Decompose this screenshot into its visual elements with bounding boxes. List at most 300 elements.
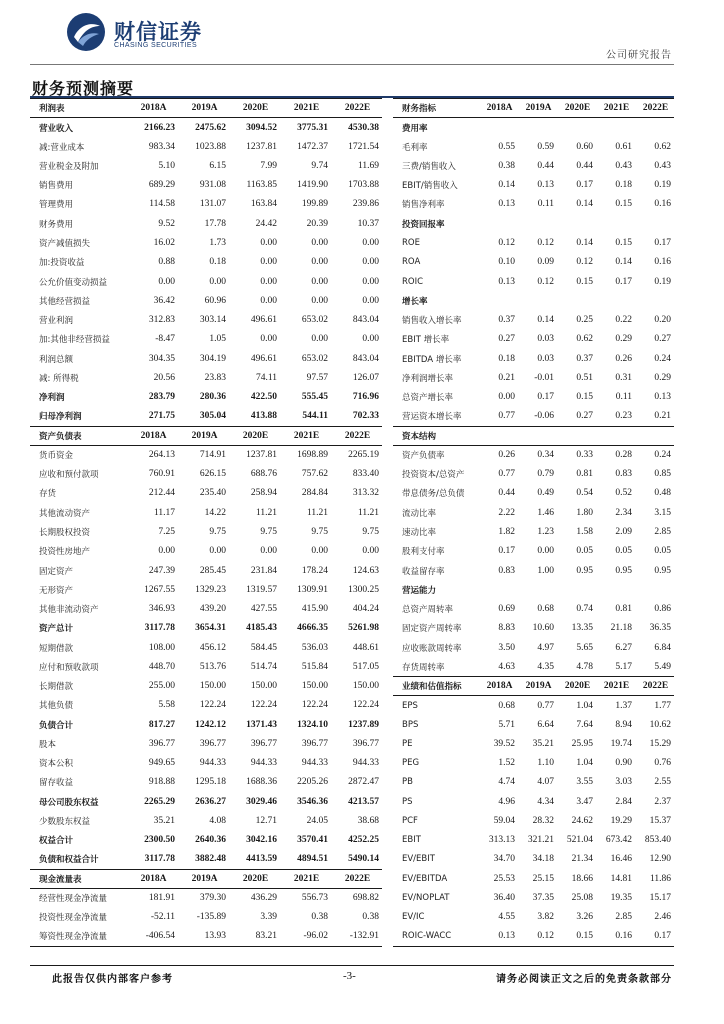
cell-value: 0.05 [576, 546, 593, 557]
table-row [30, 657, 382, 676]
cell-value: 39.52 [493, 738, 515, 749]
cell-value: 24.42 [255, 218, 277, 229]
cell-value: 0.18 [498, 353, 515, 364]
cell-value: 0.13 [537, 180, 554, 191]
cell-value: 0.17 [654, 237, 671, 248]
cell-value: 0.10 [498, 257, 515, 268]
cell-value: 35.21 [532, 738, 554, 749]
cell-value: 0.14 [615, 257, 632, 268]
cell-value: 59.04 [493, 815, 515, 826]
cell-value: 2636.27 [195, 796, 226, 807]
section-header-row [30, 869, 382, 888]
cell-value: 212.44 [148, 488, 175, 499]
cell-value: 1163.85 [246, 180, 277, 191]
cell-value: 4.78 [576, 661, 593, 672]
cell-value: 0.62 [654, 141, 671, 152]
cell-value: 9.75 [311, 526, 328, 537]
cell-value: 0.83 [615, 469, 632, 480]
cell-value: 122.24 [352, 700, 379, 711]
row-label: 长期股权投资 [39, 527, 91, 538]
cell-value: 13.93 [178, 927, 229, 946]
cell-value: 0.27 [654, 334, 671, 345]
cell-value: 0.13 [479, 927, 518, 946]
cell-value: 258.94 [250, 488, 277, 499]
cell-value: 0.95 [576, 565, 593, 576]
cell-value: 817.27 [148, 719, 175, 730]
cell-value: 0.11 [615, 392, 632, 403]
cell-value: 35.21 [153, 815, 175, 826]
cell-value: 247.39 [148, 565, 175, 576]
cell-value: 312.83 [148, 315, 175, 326]
cell-value: 5.58 [158, 700, 175, 711]
cell-value: 843.04 [352, 353, 379, 364]
cell-value [557, 291, 596, 310]
cell-value: 0.43 [615, 160, 632, 171]
cell-value: -135.89 [196, 912, 226, 923]
cell-value: 36.40 [493, 893, 515, 904]
cell-value: 1237.81 [246, 141, 277, 152]
table-row [393, 888, 674, 907]
row-label: 长期借款 [39, 682, 74, 693]
row-label: 资产负债率 [402, 451, 445, 462]
cell-value: 0.29 [654, 372, 671, 383]
cell-value: 0.00 [311, 295, 328, 306]
cell-value: 231.84 [250, 565, 277, 576]
cell-value: 0.16 [654, 199, 671, 210]
year-column-header: 2018A [127, 99, 178, 118]
year-column-header: 2018A [479, 99, 518, 118]
table-row [393, 522, 674, 541]
cell-value: 11.86 [649, 873, 671, 884]
row-label: 总资产增长率 [402, 393, 454, 404]
cell-value: 515.84 [301, 661, 328, 672]
cell-value: 0.95 [654, 565, 671, 576]
cell-value: 7.64 [576, 719, 593, 730]
financial-ratios-table [393, 98, 674, 947]
cell-value: 2.09 [615, 526, 632, 537]
table-row [393, 927, 674, 946]
cell-value: 2205.26 [297, 777, 328, 788]
cell-value: 0.68 [498, 700, 515, 711]
cell-value: 0.17 [537, 392, 554, 403]
row-label: 管理费用 [39, 200, 74, 211]
cell-value: 313.13 [488, 835, 515, 846]
cell-value: 1.46 [537, 507, 554, 518]
cell-value [518, 426, 557, 445]
row-label: PS [402, 796, 413, 807]
cell-value: -132.91 [331, 927, 382, 946]
table-row [393, 638, 674, 657]
cell-value: 3570.41 [297, 835, 328, 846]
footer-disclaimer-right: 请务必阅读正文之后的免责条款部分 [496, 974, 672, 985]
cell-value: 2.46 [654, 912, 671, 923]
cell-value: 0.14 [537, 315, 554, 326]
cell-value: 321.21 [527, 835, 554, 846]
cell-value [479, 214, 518, 233]
cell-value: 9.52 [158, 218, 175, 229]
cell-value: 496.61 [250, 353, 277, 364]
section-header-row [393, 676, 674, 695]
cell-value: 304.35 [148, 353, 175, 364]
cell-value: 0.81 [615, 604, 632, 615]
row-label: 销售费用 [39, 181, 74, 192]
cell-value: 555.45 [301, 392, 328, 403]
cell-value: 427.55 [250, 604, 277, 615]
cell-value: 0.27 [498, 334, 515, 345]
cell-value: 0.20 [654, 315, 671, 326]
cell-value: 0.34 [537, 450, 554, 461]
footer-disclaimer-left: 此报告仅供内部客户参考 [52, 974, 173, 985]
cell-value: 11.21 [255, 507, 277, 518]
table-row [393, 715, 674, 734]
table-row [30, 349, 382, 368]
row-label: 减:营业成本 [39, 142, 85, 153]
table-row [393, 696, 674, 715]
cell-value: -52.11 [150, 912, 175, 923]
cell-value: 1237.81 [246, 450, 277, 461]
cell-value: 0.15 [615, 237, 632, 248]
cell-value: 931.08 [199, 180, 226, 191]
cell-value: 150.00 [352, 681, 379, 692]
cell-value: 3.47 [576, 796, 593, 807]
year-column-header: 2019A [518, 676, 557, 695]
table-row [30, 850, 382, 869]
cell-value: 0.00 [311, 237, 328, 248]
table-row [393, 773, 674, 792]
cell-value: 0.13 [498, 276, 515, 287]
cell-value: 24.05 [306, 815, 328, 826]
row-label: 母公司股东权益 [39, 797, 99, 808]
cell-value: 3654.31 [195, 623, 226, 634]
cell-value [635, 291, 674, 310]
cell-value: 0.37 [498, 315, 515, 326]
table-row [30, 888, 382, 907]
cell-value: 1300.25 [348, 584, 379, 595]
cell-value: 271.75 [148, 411, 175, 422]
chasing-logo-icon [66, 12, 106, 52]
cell-value: 0.15 [576, 392, 593, 403]
cell-value: 0.59 [537, 141, 554, 152]
cell-value: 3.03 [615, 777, 632, 788]
cell-value: 0.44 [498, 488, 515, 499]
cell-value: 0.77 [498, 469, 515, 480]
table-row [393, 811, 674, 830]
cell-value: 2.55 [654, 777, 671, 788]
table-row [30, 368, 382, 387]
cell-value: 122.24 [250, 700, 277, 711]
cell-value: 0.16 [654, 257, 671, 268]
cell-value: 14.22 [204, 507, 226, 518]
cell-value: 1.05 [209, 334, 226, 345]
cell-value: 4.08 [209, 815, 226, 826]
cell-value: 716.96 [352, 392, 379, 403]
cell-value: 0.95 [615, 565, 632, 576]
cell-value: 0.76 [654, 758, 671, 769]
cell-value [518, 214, 557, 233]
cell-value: 0.13 [498, 199, 515, 210]
cell-value: 1698.89 [297, 450, 328, 461]
cell-value: 1472.37 [297, 141, 328, 152]
cell-value: 4894.51 [297, 854, 328, 865]
cell-value: 7.99 [260, 160, 277, 171]
cell-value: 1.37 [615, 700, 632, 711]
year-column-header: 2021E [280, 426, 331, 445]
cell-value: 0.03 [537, 353, 554, 364]
cell-value: 4.96 [498, 796, 515, 807]
cell-value: 2.37 [654, 796, 671, 807]
cell-value: 396.77 [199, 738, 226, 749]
cell-value: 23.83 [204, 372, 226, 383]
cell-value: 1.82 [498, 526, 515, 537]
table-row [30, 445, 382, 464]
cell-value: 0.17 [576, 180, 593, 191]
subsection-row [393, 426, 674, 445]
cell-value: 3882.48 [195, 854, 226, 865]
cell-value: 14.81 [610, 873, 632, 884]
cell-value: 4.97 [537, 642, 554, 653]
table-row [30, 330, 382, 349]
cell-value: 0.14 [576, 199, 593, 210]
table-row [30, 811, 382, 830]
cell-value: 114.58 [149, 199, 175, 210]
row-label: EPS [402, 700, 418, 711]
cell-value: 0.00 [362, 237, 379, 248]
year-column-header: 2021E [280, 99, 331, 118]
cell-value: 4.35 [537, 661, 554, 672]
table-row [30, 233, 382, 252]
cell-value: 10.60 [532, 623, 554, 634]
row-label: ROA [402, 257, 421, 268]
cell-value: 944.33 [301, 758, 328, 769]
page-number: -3- [343, 970, 356, 982]
cell-value: 37.35 [532, 893, 554, 904]
subsection-label: 投资回报率 [402, 219, 445, 230]
year-column-header: 2019A [178, 99, 229, 118]
table-row [393, 195, 674, 214]
row-label: 其他流动资产 [39, 508, 91, 519]
cell-value: -406.54 [127, 927, 178, 946]
cell-value: 2.84 [615, 796, 632, 807]
cell-value: 2640.36 [195, 835, 226, 846]
cell-value: 10.62 [649, 719, 671, 730]
cell-value: 6.84 [654, 642, 671, 653]
cell-value: 235.40 [199, 488, 226, 499]
cell-value: 0.69 [498, 604, 515, 615]
cell-value: 0.48 [654, 488, 671, 499]
cell-value: 1.23 [537, 526, 554, 537]
cell-value: 11.21 [306, 507, 328, 518]
cell-value: 698.82 [352, 893, 379, 904]
table-row [30, 214, 382, 233]
cell-value: 0.00 [260, 546, 277, 557]
table-row [393, 387, 674, 406]
cell-value: 757.62 [301, 469, 328, 480]
cell-value: 2.85 [615, 912, 632, 923]
row-label: 股本 [39, 739, 57, 750]
cell-value [635, 214, 674, 233]
cell-value: 0.15 [557, 927, 596, 946]
row-label: 毛利率 [402, 142, 428, 153]
cell-value: 1.10 [537, 758, 554, 769]
cell-value: 0.60 [576, 141, 593, 152]
table-row [30, 503, 382, 522]
cell-value: 280.36 [199, 392, 226, 403]
cell-value: 456.12 [199, 642, 226, 653]
cell-value: 0.28 [615, 450, 632, 461]
table-row [30, 253, 382, 272]
row-label: 股利支付率 [402, 547, 445, 558]
cell-value: 714.91 [199, 450, 226, 461]
cell-value: 21.34 [571, 854, 593, 865]
cell-value: 4666.35 [297, 623, 328, 634]
row-label: 归母净利润 [39, 412, 82, 423]
cell-value: 3117.78 [144, 854, 175, 865]
cell-value [635, 580, 674, 599]
table-row [30, 908, 382, 927]
cell-value: 0.52 [615, 488, 632, 499]
cell-value: 150.00 [199, 681, 226, 692]
row-label: 存货 [39, 489, 57, 500]
cell-value: 255.00 [148, 681, 175, 692]
cell-value: 944.33 [352, 758, 379, 769]
cell-value: 4413.59 [246, 854, 277, 865]
cell-value: 15.17 [649, 893, 671, 904]
cell-value: 0.85 [654, 469, 671, 480]
table-row [30, 831, 382, 850]
cell-value: 0.18 [615, 180, 632, 191]
cell-value: 949.65 [148, 758, 175, 769]
row-label: 投资性房地产 [39, 547, 91, 558]
table-row [393, 908, 674, 927]
cell-value: 1.58 [576, 526, 593, 537]
cell-value: 0.14 [576, 237, 593, 248]
year-column-header: 2020E [229, 99, 280, 118]
cell-value: 4.63 [498, 661, 515, 672]
table-row [30, 734, 382, 753]
section-header-row [30, 99, 382, 118]
cell-value: -0.01 [534, 372, 554, 383]
cell-value: 15.37 [649, 815, 671, 826]
table-row [30, 387, 382, 406]
cell-value: 178.24 [301, 565, 328, 576]
cell-value [557, 426, 596, 445]
section-title: 资产负债表 [30, 426, 127, 445]
row-label: 加:投资收益 [39, 258, 85, 269]
cell-value: 1.80 [576, 507, 593, 518]
row-label: EBITDA 增长率 [402, 354, 462, 365]
row-label: 经营性现金净流量 [39, 894, 108, 905]
year-column-header: 2022E [331, 869, 382, 888]
year-column-header: 2020E [557, 676, 596, 695]
cell-value: 2166.23 [144, 122, 175, 133]
cell-value: 3094.52 [246, 122, 277, 133]
cell-value: 688.76 [250, 469, 277, 480]
row-label: 资产减值损失 [39, 238, 91, 249]
row-label: 带息债务/总负债 [402, 489, 465, 500]
cell-value: 0.16 [596, 927, 635, 946]
cell-value: 0.00 [362, 295, 379, 306]
cell-value: -0.06 [534, 411, 554, 422]
cell-value: 0.38 [498, 160, 515, 171]
cell-value: 396.77 [250, 738, 277, 749]
cell-value: 760.91 [148, 469, 175, 480]
cell-value: 7.25 [158, 526, 175, 537]
row-label: 留存收益 [39, 778, 74, 789]
cell-value: 0.00 [362, 334, 379, 345]
cell-value: 0.00 [260, 276, 277, 287]
cell-value: 1295.18 [195, 777, 226, 788]
cell-value: 1.00 [537, 565, 554, 576]
row-label: EBIT/销售收入 [402, 181, 458, 192]
cell-value: 12.71 [255, 815, 277, 826]
cell-value: 10.37 [357, 218, 379, 229]
cell-value: 0.00 [158, 546, 175, 557]
cell-value: 126.07 [352, 372, 379, 383]
row-label: 应收账款周转率 [402, 643, 462, 654]
cell-value: 150.00 [250, 681, 277, 692]
cell-value: 918.88 [148, 777, 175, 788]
subsection-row [393, 291, 674, 310]
cell-value: 17.78 [204, 218, 226, 229]
cell-value: 150.00 [301, 681, 328, 692]
cell-value: 0.19 [654, 180, 671, 191]
table-row [30, 465, 382, 484]
cell-value: 19.74 [610, 738, 632, 749]
row-label: 销售收入增长率 [402, 316, 462, 327]
cell-value: 163.84 [250, 199, 277, 210]
cell-value: 3.55 [576, 777, 593, 788]
cell-value: 0.00 [158, 276, 175, 287]
cell-value: 544.11 [302, 411, 328, 422]
row-label: 短期借款 [39, 643, 74, 654]
cell-value: 396.77 [148, 738, 175, 749]
table-row [30, 599, 382, 618]
cell-value: 2300.50 [144, 835, 175, 846]
row-label: 负债合计 [39, 720, 74, 731]
cell-value: 1.04 [576, 758, 593, 769]
cell-value: 1237.89 [348, 719, 379, 730]
cell-value: 1.73 [209, 237, 226, 248]
cell-value: 983.34 [148, 141, 175, 152]
cell-value: 3.50 [498, 642, 515, 653]
cell-value: 2265.29 [144, 796, 175, 807]
cell-value: 853.40 [644, 835, 671, 846]
cell-value: 0.51 [576, 372, 593, 383]
cell-value: 5.10 [158, 160, 175, 171]
cell-value: 8.83 [498, 623, 515, 634]
row-label: 资产总计 [39, 624, 74, 635]
cell-value: 36.35 [649, 623, 671, 634]
cell-value: 4213.57 [348, 796, 379, 807]
cell-value: 19.35 [610, 893, 632, 904]
cell-value: 0.00 [311, 334, 328, 345]
report-type: 公司研究报告 [606, 50, 672, 61]
cell-value: 11.17 [153, 507, 175, 518]
table-row [30, 195, 382, 214]
subsection-label: 增长率 [402, 296, 428, 307]
cell-value: 0.37 [576, 353, 593, 364]
cell-value: 1703.88 [348, 180, 379, 191]
year-column-header: 2020E [229, 426, 280, 445]
cell-value: 5490.14 [348, 854, 379, 865]
cell-value: 239.86 [352, 199, 379, 210]
cell-value: -8.47 [155, 334, 175, 345]
cell-value: 1023.88 [195, 141, 226, 152]
cell-value: 0.74 [576, 604, 593, 615]
cell-value: 0.44 [576, 160, 593, 171]
cell-value [479, 118, 518, 137]
table-row [30, 696, 382, 715]
